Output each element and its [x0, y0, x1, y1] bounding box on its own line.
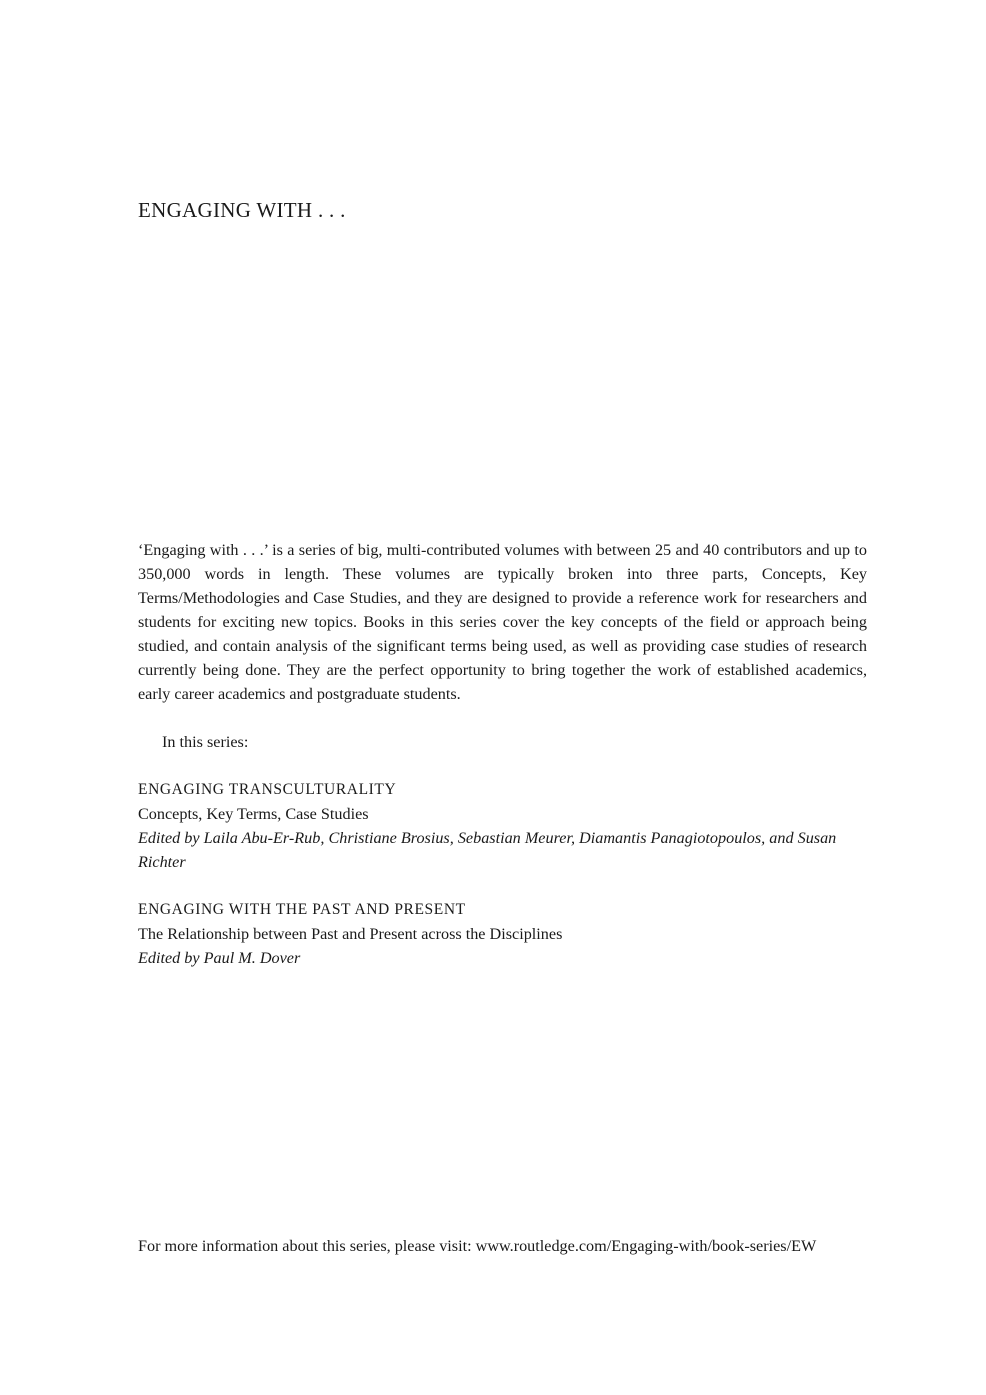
- book-title: ENGAGING TRANSCULTURALITY: [138, 781, 397, 798]
- book-title: ENGAGING WITH THE PAST AND PRESENT: [138, 901, 466, 918]
- series-info-footer: For more information about this series, please visit: www.routledge.com/Engaging-with/book-series/EW: [138, 1237, 817, 1255]
- book-entry: [138, 778, 867, 874]
- book-editors: Edited by Paul M. Dover: [138, 949, 301, 967]
- book-subtitle: Concepts, Key Terms, Case Studies: [138, 805, 369, 823]
- book-editors: Edited by Laila Abu-Er-Rub, Christiane Brosius, Sebastian Meurer, Diamantis Panagiotopoulos, and Susan Richter: [138, 829, 837, 871]
- series-description: ‘Engaging with . . .’ is a series of big, multi-contributed volumes with between 25 and 40 contributors and up to 350,000 words in length. These volumes are typically broken into three parts, Concepts, Key Terms/Methodologies and Case Studies, and they are designed to provide a reference work for researchers and students for exciting new topics. Books in this series cover the key concepts of the field or approach being studied, and contain analysis of the significant terms being used, as well as providing case studies of research currently being done. They are the perfect opportunity to bring together the work of established academics, early career academics and postgraduate students.: [138, 541, 867, 703]
- series-intro: In this series:: [162, 733, 249, 751]
- page-title: ENGAGING WITH . . .: [138, 198, 346, 222]
- book-entry: [138, 898, 867, 970]
- book-subtitle: The Relationship between Past and Present across the Disciplines: [138, 925, 563, 943]
